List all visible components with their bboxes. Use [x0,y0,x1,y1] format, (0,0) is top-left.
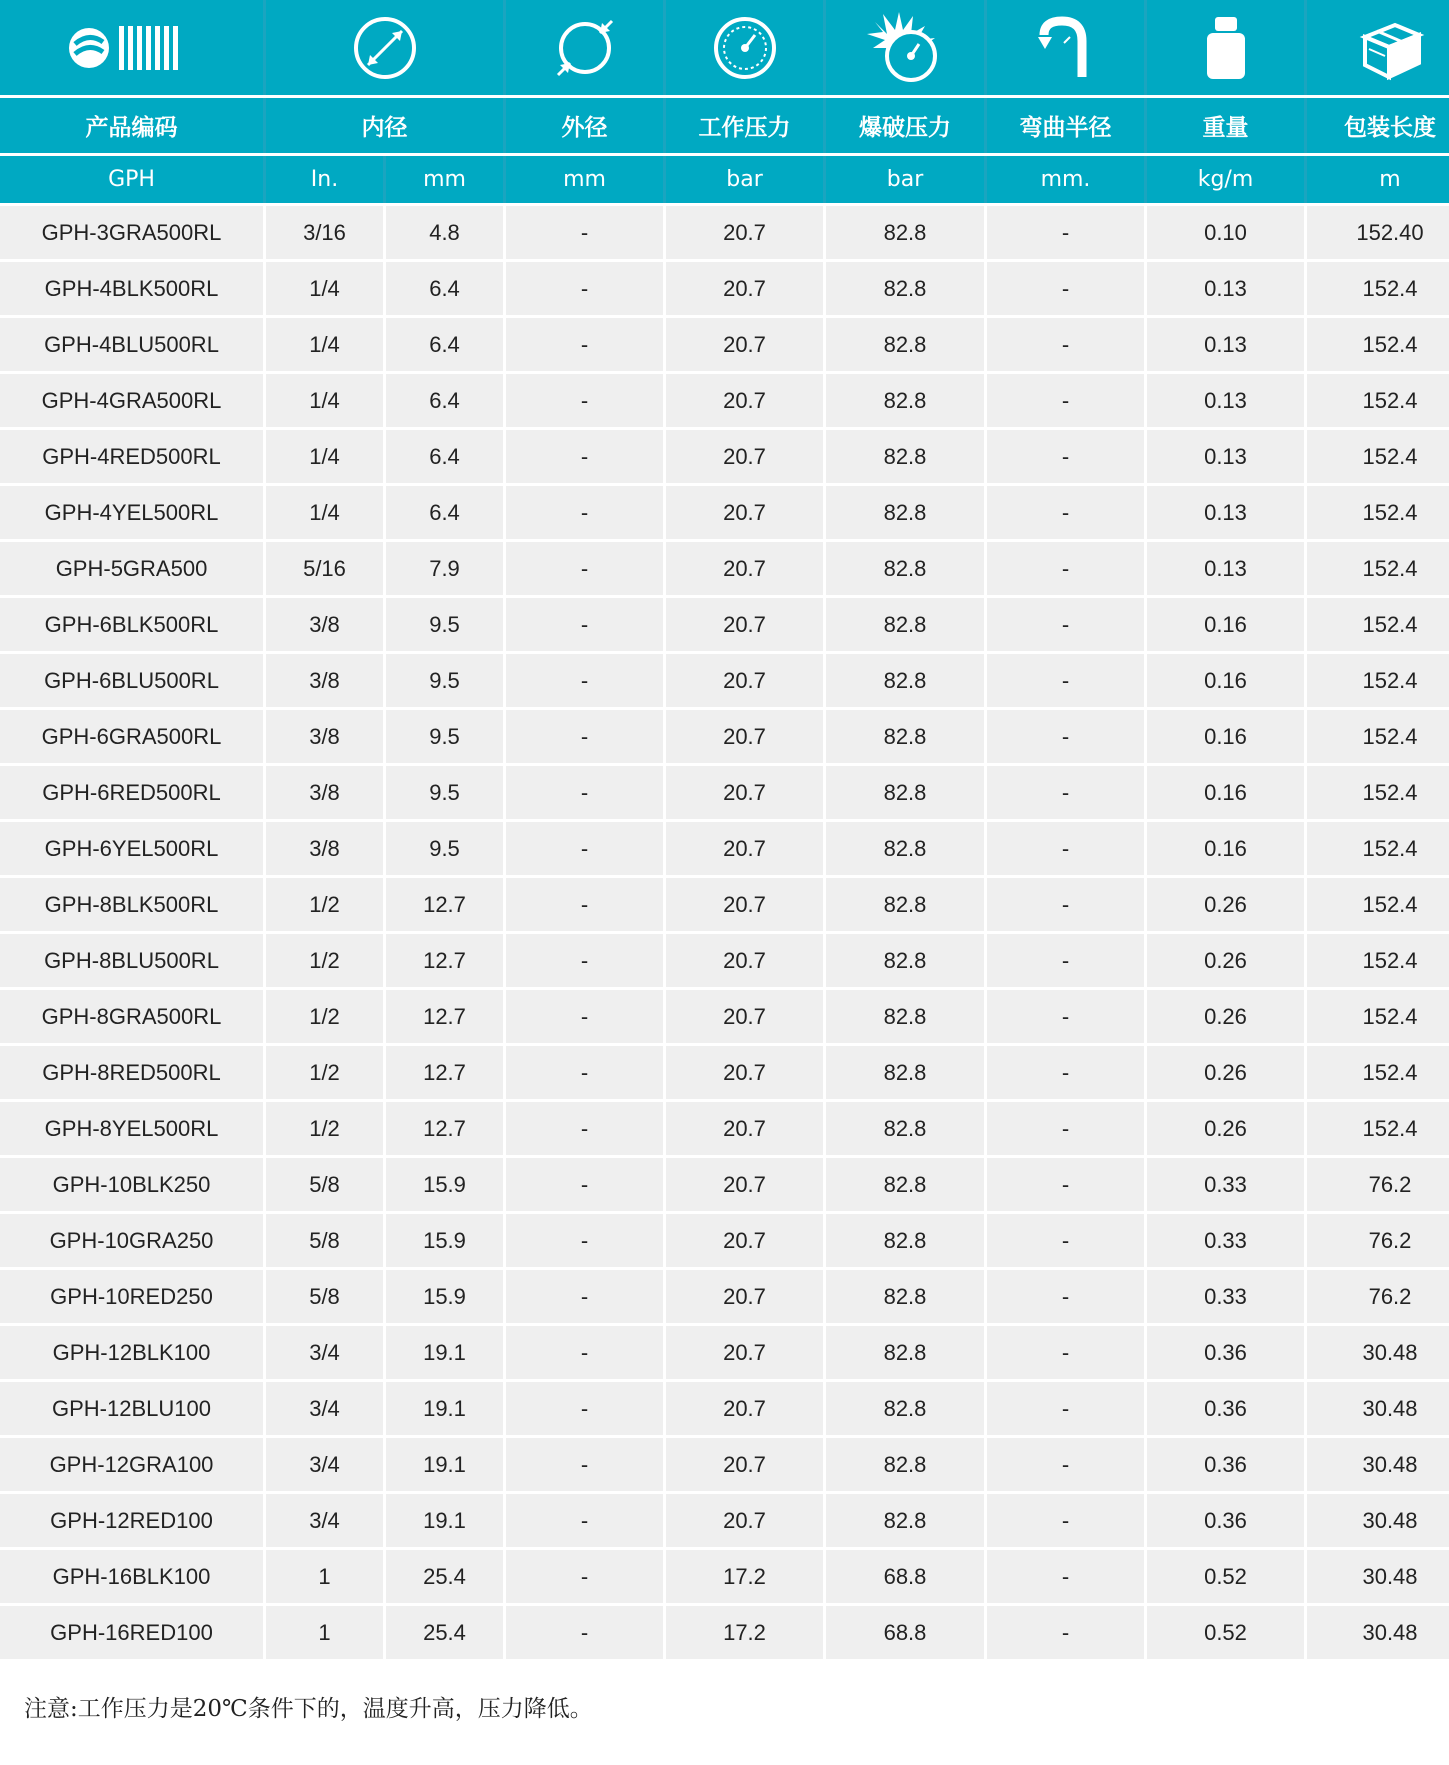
table-cell: 3/8 [266,822,383,875]
table-cell: 0.26 [1147,1046,1304,1099]
table-cell: 82.8 [826,374,984,427]
table-cell: 20.7 [666,1102,823,1155]
table-cell: GPH-12BLU100 [0,1382,263,1435]
table-cell: 0.13 [1147,542,1304,595]
table-cell: 0.52 [1147,1606,1304,1659]
table-cell: 12.7 [386,934,503,987]
table-cell: 152.4 [1307,710,1449,763]
unit-cell: mm [386,156,503,203]
table-cell: - [506,990,663,1043]
table-cell: - [987,374,1144,427]
table-cell: GPH-4GRA500RL [0,374,263,427]
table-cell: 82.8 [826,206,984,259]
table-cell: - [506,1270,663,1323]
table-cell: 0.13 [1147,486,1304,539]
table-cell: GPH-5GRA500 [0,542,263,595]
table-cell: 15.9 [386,1214,503,1267]
table-cell: GPH-6BLK500RL [0,598,263,651]
title-outer-diameter: 外径 [506,98,663,153]
table-row [0,1382,1449,1435]
table-cell: 6.4 [386,374,503,427]
table-cell: 0.33 [1147,1214,1304,1267]
table-cell: GPH-8YEL500RL [0,1102,263,1155]
table-cell: 82.8 [826,598,984,651]
table-cell: - [506,1158,663,1211]
table-cell: - [506,598,663,651]
table-cell: 15.9 [386,1158,503,1211]
unit-cell: bar [666,156,823,203]
table-cell: 1/2 [266,990,383,1043]
table-cell: 152.4 [1307,374,1449,427]
table-cell: 0.36 [1147,1438,1304,1491]
table-row [0,318,1449,371]
table-cell: 152.4 [1307,598,1449,651]
table-row [0,654,1449,707]
table-cell: 19.1 [386,1382,503,1435]
table-cell: 1/2 [266,1102,383,1155]
table-cell: 152.4 [1307,1046,1449,1099]
table-cell: 15.9 [386,1270,503,1323]
table-cell: GPH-12GRA100 [0,1438,263,1491]
table-cell: GPH-8BLU500RL [0,934,263,987]
table-cell: GPH-3GRA500RL [0,206,263,259]
table-cell: 12.7 [386,990,503,1043]
table-cell: 0.26 [1147,934,1304,987]
table-cell: 0.13 [1147,374,1304,427]
table-row [0,1438,1449,1491]
table-cell: GPH-10RED250 [0,1270,263,1323]
table-cell: 0.13 [1147,430,1304,483]
table-cell: - [506,766,663,819]
table-cell: 0.16 [1147,822,1304,875]
table-cell: - [506,822,663,875]
table-cell: 19.1 [386,1438,503,1491]
unit-row [0,156,1449,203]
table-cell: 20.7 [666,766,823,819]
title-working-pressure: 工作压力 [666,98,823,153]
table-cell: 152.4 [1307,822,1449,875]
table-cell: - [987,878,1144,931]
table-row [0,206,1449,259]
table-cell: - [987,654,1144,707]
burst-pressure-gauge-icon [826,0,984,95]
table-cell: GPH-12RED100 [0,1494,263,1547]
table-row [0,1270,1449,1323]
table-cell: 9.5 [386,822,503,875]
table-cell: 82.8 [826,1158,984,1211]
table-cell: 76.2 [1307,1214,1449,1267]
table-cell: GPH-4BLU500RL [0,318,263,371]
table-cell: 20.7 [666,878,823,931]
bend-radius-icon [987,0,1144,95]
table-cell: - [506,1046,663,1099]
table-cell: - [506,1550,663,1603]
table-row [0,1550,1449,1603]
table-cell: 12.7 [386,1102,503,1155]
table-cell: 3/4 [266,1494,383,1547]
unit-cell: kg/m [1147,156,1304,203]
table-cell: 1/4 [266,318,383,371]
table-cell: 82.8 [826,1382,984,1435]
table-cell: 1 [266,1550,383,1603]
table-cell: 20.7 [666,206,823,259]
table-cell: 0.13 [1147,262,1304,315]
table-cell: 20.7 [666,262,823,315]
unit-cell: GPH [0,156,263,203]
table-cell: 152.4 [1307,542,1449,595]
table-cell: 82.8 [826,1214,984,1267]
title-bend-radius: 弯曲半径 [987,98,1144,153]
table-cell: - [987,1438,1144,1491]
table-cell: 152.4 [1307,878,1449,931]
table-cell: 3/16 [266,206,383,259]
unit-cell: m [1307,156,1449,203]
table-cell: 0.10 [1147,206,1304,259]
table-cell: 6.4 [386,262,503,315]
table-cell: 82.8 [826,486,984,539]
table-cell: 82.8 [826,1438,984,1491]
table-cell: 76.2 [1307,1158,1449,1211]
table-cell: 152.4 [1307,654,1449,707]
table-row [0,542,1449,595]
table-cell: - [506,318,663,371]
table-cell: 82.8 [826,766,984,819]
table-cell: 1 [266,1606,383,1659]
table-row [0,1102,1449,1155]
table-cell: - [506,654,663,707]
table-cell: 0.36 [1147,1382,1304,1435]
title-package-length: 包装长度 [1307,98,1449,153]
table-cell: 20.7 [666,1326,823,1379]
table-row [0,1046,1449,1099]
logo-icon [0,0,263,95]
table-cell: 0.33 [1147,1158,1304,1211]
table-row [0,822,1449,875]
table-cell: GPH-16RED100 [0,1606,263,1659]
table-cell: - [987,1382,1144,1435]
table-cell: 0.26 [1147,990,1304,1043]
table-cell: 3/8 [266,710,383,763]
table-cell: - [987,822,1144,875]
table-cell: 82.8 [826,822,984,875]
table-cell: 12.7 [386,1046,503,1099]
table-cell: - [987,1102,1144,1155]
table-cell: GPH-6GRA500RL [0,710,263,763]
table-cell: 9.5 [386,766,503,819]
table-cell: 82.8 [826,710,984,763]
table-cell: - [506,542,663,595]
table-row [0,1606,1449,1659]
table-cell: 152.4 [1307,430,1449,483]
table-cell: 17.2 [666,1606,823,1659]
table-row [0,430,1449,483]
table-cell: 1/4 [266,486,383,539]
table-cell: 20.7 [666,822,823,875]
table-cell: 20.7 [666,1158,823,1211]
table-cell: 20.7 [666,654,823,707]
unit-cell: mm [506,156,663,203]
table-cell: 4.8 [386,206,503,259]
table-cell: - [987,1270,1144,1323]
table-cell: 82.8 [826,654,984,707]
table-cell: - [506,934,663,987]
unit-cell: In. [266,156,383,203]
table-cell: 152.4 [1307,990,1449,1043]
table-row [0,934,1449,987]
table-cell: 0.33 [1147,1270,1304,1323]
table-cell: 20.7 [666,1270,823,1323]
table-cell: 6.4 [386,430,503,483]
table-cell: - [987,1494,1144,1547]
table-cell: 82.8 [826,318,984,371]
table-row [0,1494,1449,1547]
table-cell: - [987,990,1144,1043]
table-row [0,486,1449,539]
table-cell: GPH-4RED500RL [0,430,263,483]
table-cell: 152.4 [1307,486,1449,539]
table-cell: 20.7 [666,990,823,1043]
table-cell: 5/8 [266,1270,383,1323]
table-cell: - [987,598,1144,651]
table-cell: - [506,206,663,259]
title-product-code: 产品编码 [0,98,263,153]
table-cell: 82.8 [826,262,984,315]
table-cell: 3/4 [266,1326,383,1379]
table-cell: 5/8 [266,1214,383,1267]
table-cell: - [987,206,1144,259]
table-cell: 6.4 [386,486,503,539]
table-cell: - [987,542,1144,595]
table-body [0,206,1449,1659]
table-cell: 0.52 [1147,1550,1304,1603]
table-cell: GPH-8BLK500RL [0,878,263,931]
table-cell: - [506,1382,663,1435]
table-row [0,1326,1449,1379]
table-cell: 17.2 [666,1550,823,1603]
table-cell: - [506,1494,663,1547]
table-cell: 1/2 [266,934,383,987]
table-cell: - [987,710,1144,763]
table-cell: 0.16 [1147,766,1304,819]
table-cell: 0.26 [1147,878,1304,931]
table-cell: 20.7 [666,486,823,539]
table-cell: 152.4 [1307,1102,1449,1155]
table-cell: 82.8 [826,878,984,931]
table-cell: 1/2 [266,1046,383,1099]
unit-cell: bar [826,156,984,203]
table-cell: 20.7 [666,934,823,987]
title-inner-diameter: 内径 [266,98,503,153]
table-cell: - [506,1438,663,1491]
table-cell: GPH-4YEL500RL [0,486,263,539]
table-cell: 82.8 [826,1326,984,1379]
table-cell: 0.26 [1147,1102,1304,1155]
table-cell: 9.5 [386,654,503,707]
table-cell: 25.4 [386,1606,503,1659]
table-cell: 20.7 [666,542,823,595]
table-cell: 30.48 [1307,1438,1449,1491]
table-cell: 3/8 [266,598,383,651]
table-row [0,878,1449,931]
table-cell: - [506,262,663,315]
table-cell: 1/4 [266,374,383,427]
table-cell: - [506,1326,663,1379]
table-cell: - [506,430,663,483]
table-cell: - [506,878,663,931]
table-cell: 20.7 [666,318,823,371]
table-cell: 9.5 [386,598,503,651]
table-row [0,1214,1449,1267]
table-row [0,1158,1449,1211]
table-cell: 0.13 [1147,318,1304,371]
table-cell: 20.7 [666,430,823,483]
table-cell: 152.4 [1307,318,1449,371]
table-cell: - [506,1102,663,1155]
title-weight: 重量 [1147,98,1304,153]
table-cell: 19.1 [386,1326,503,1379]
table-cell: - [987,1550,1144,1603]
table-cell: 3/8 [266,654,383,707]
table-cell: 0.16 [1147,598,1304,651]
table-cell: - [506,1214,663,1267]
table-cell: 30.48 [1307,1550,1449,1603]
table-cell: - [987,486,1144,539]
table-cell: 20.7 [666,1046,823,1099]
table-cell: 30.48 [1307,1382,1449,1435]
table-row [0,710,1449,763]
table-cell: 0.16 [1147,654,1304,707]
table-cell: - [987,1606,1144,1659]
table-cell: 152.4 [1307,766,1449,819]
table-cell: GPH-12BLK100 [0,1326,263,1379]
table-cell: 82.8 [826,1494,984,1547]
table-row [0,262,1449,315]
table-cell: - [987,1046,1144,1099]
footnote: 注意:工作压力是20℃条件下的，温度升高，压力降低。 [24,1696,593,1722]
table-cell: - [987,766,1144,819]
table-cell: 82.8 [826,934,984,987]
table-cell: 76.2 [1307,1270,1449,1323]
table-cell: 20.7 [666,1438,823,1491]
table-cell: 20.7 [666,1494,823,1547]
table-cell: 82.8 [826,430,984,483]
table-cell: 12.7 [386,878,503,931]
table-cell: 82.8 [826,1046,984,1099]
table-row [0,990,1449,1043]
table-cell: - [506,710,663,763]
unit-cell: mm. [987,156,1144,203]
table-cell: GPH-8RED500RL [0,1046,263,1099]
table-cell: 3/8 [266,766,383,819]
table-cell: 68.8 [826,1550,984,1603]
title-burst-pressure: 爆破压力 [826,98,984,153]
table-cell: GPH-6BLU500RL [0,654,263,707]
table-cell: 30.48 [1307,1326,1449,1379]
table-cell: - [987,1158,1144,1211]
table-cell: 1/2 [266,878,383,931]
table-cell: 1/4 [266,262,383,315]
table-cell: GPH-4BLK500RL [0,262,263,315]
table-cell: GPH-8GRA500RL [0,990,263,1043]
icon-row [0,0,1449,95]
table-cell: 20.7 [666,1214,823,1267]
table-cell: 7.9 [386,542,503,595]
working-pressure-gauge-icon [666,0,823,95]
table-cell: 5/16 [266,542,383,595]
table-cell: 30.48 [1307,1494,1449,1547]
table-cell: 152.40 [1307,206,1449,259]
table-cell: - [987,1214,1144,1267]
table-cell: 20.7 [666,1382,823,1435]
table-cell: 20.7 [666,710,823,763]
table-cell: 82.8 [826,990,984,1043]
table-cell: - [987,430,1144,483]
table-cell: 152.4 [1307,262,1449,315]
weight-icon [1147,0,1304,95]
table-cell: 9.5 [386,710,503,763]
table-cell: 82.8 [826,1270,984,1323]
package-box-icon [1307,0,1449,95]
table-cell: 20.7 [666,374,823,427]
table-cell: 152.4 [1307,934,1449,987]
table-cell: - [987,1326,1144,1379]
table-cell: 30.48 [1307,1606,1449,1659]
table-cell: - [506,486,663,539]
table-cell: GPH-10BLK250 [0,1158,263,1211]
table-cell: 0.36 [1147,1494,1304,1547]
table-cell: - [506,374,663,427]
outer-diameter-icon [506,0,663,95]
table-cell: GPH-6YEL500RL [0,822,263,875]
column-title-row [0,98,1449,153]
table-cell: 25.4 [386,1550,503,1603]
table-cell: GPH-6RED500RL [0,766,263,819]
table-cell: - [506,1606,663,1659]
table-row [0,598,1449,651]
table-cell: 82.8 [826,1102,984,1155]
table-cell: GPH-16BLK100 [0,1550,263,1603]
table-cell: 82.8 [826,542,984,595]
table-cell: 20.7 [666,598,823,651]
table-cell: 3/4 [266,1382,383,1435]
inner-diameter-icon [266,0,503,95]
table-cell: 19.1 [386,1494,503,1547]
table-cell: GPH-10GRA250 [0,1214,263,1267]
table-cell: 6.4 [386,318,503,371]
table-cell: 68.8 [826,1606,984,1659]
table-row [0,766,1449,819]
table-cell: 3/4 [266,1438,383,1491]
table-cell: 0.36 [1147,1326,1304,1379]
table-row [0,374,1449,427]
table-cell: - [987,934,1144,987]
table-cell: 5/8 [266,1158,383,1211]
table-cell: - [987,262,1144,315]
table-cell: 1/4 [266,430,383,483]
table-cell: 0.16 [1147,710,1304,763]
table-cell: - [987,318,1144,371]
